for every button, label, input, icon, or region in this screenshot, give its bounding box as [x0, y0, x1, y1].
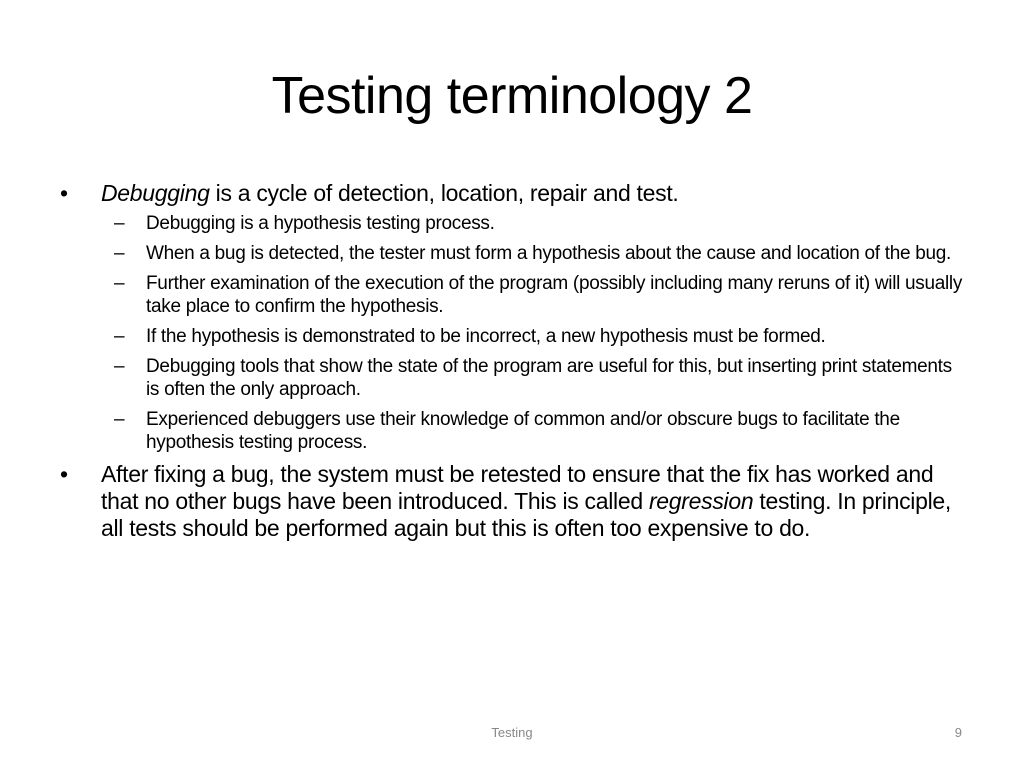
bullet-text-post: testing. In principle, all tests should be performed again but this is often too expensive to do.: [101, 488, 951, 541]
emphasis-term: regression: [648, 488, 754, 514]
bullet-text-rest: is a cycle of detection, location, repair and test.: [209, 180, 679, 206]
dash-marker: –: [114, 273, 125, 294]
bullet-marker: •: [60, 461, 68, 487]
slide-body: [58, 180, 963, 542]
sub-bullet-item: [58, 272, 963, 318]
sub-bullet-item: [58, 212, 958, 235]
footer-label: Testing: [491, 725, 533, 740]
sub-bullet-text: Debugging is a hypothesis testing process.: [146, 213, 495, 234]
sub-bullet-item: [58, 408, 958, 454]
bullet-text: [101, 180, 951, 207]
slide-title: Testing terminology 2: [271, 67, 753, 125]
sub-bullet-text: Further examination of the execution of the program (possibly including many reruns of it) will usually take place to confirm the hypothesis.: [146, 273, 963, 317]
sub-bullet-text: Experienced debuggers use their knowledge of common and/or obscure bugs to facilitate the hypothesis testing process.: [146, 409, 900, 453]
sub-bullet-list: [58, 212, 963, 454]
bullet-marker: •: [60, 180, 68, 206]
dash-marker: –: [114, 213, 125, 234]
bullet-regression: [58, 461, 958, 542]
bullet-debugging: [58, 180, 958, 207]
emphasis-term: Debugging: [101, 180, 210, 206]
sub-bullet-text: Debugging tools that show the state of the program are useful for this, but inserting print statements is often the only approach.: [146, 356, 952, 400]
sub-bullet-text: When a bug is detected, the tester must form a hypothesis about the cause and location of the bug.: [146, 243, 952, 264]
sub-bullet-item: [58, 325, 958, 348]
sub-bullet-item: [58, 242, 958, 265]
dash-marker: –: [114, 243, 125, 264]
dash-marker: –: [114, 356, 125, 377]
sub-bullet-item: [58, 355, 958, 401]
bullet-text: [101, 461, 951, 542]
sub-bullet-text: If the hypothesis is demonstrated to be incorrect, a new hypothesis must be formed.: [146, 326, 826, 347]
dash-marker: –: [114, 409, 125, 430]
dash-marker: –: [114, 326, 125, 347]
page-number: 9: [954, 725, 962, 740]
bullet-text-pre: After fixing a bug, the system must be retested to ensure that the fix has worked and that no other bugs have been introduced. This is called: [101, 461, 934, 514]
